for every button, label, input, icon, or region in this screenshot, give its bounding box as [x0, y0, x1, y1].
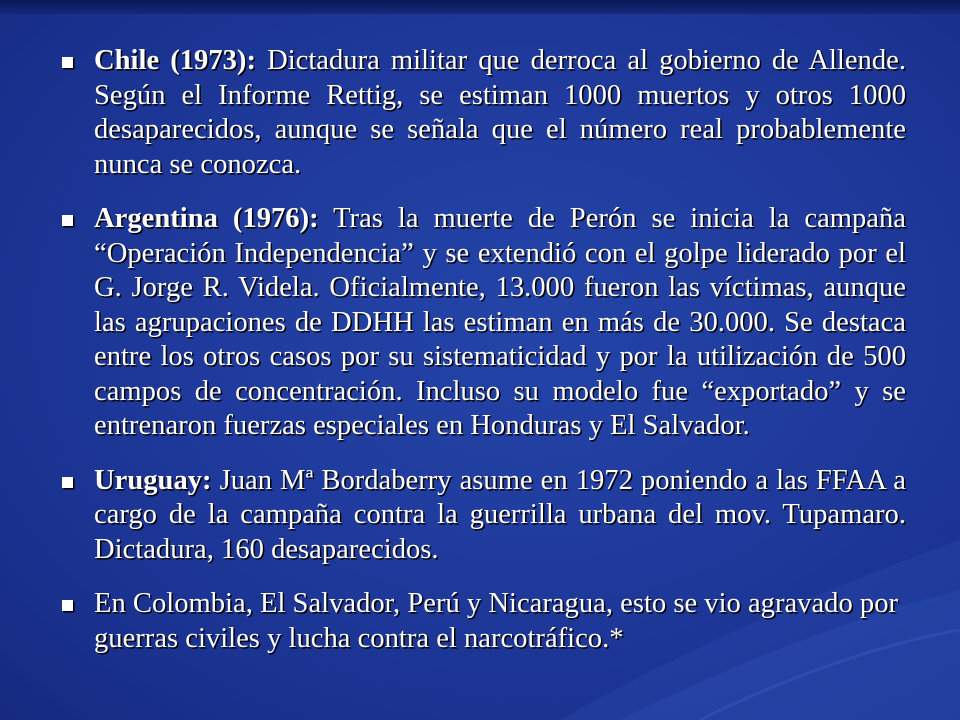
square-bullet-icon: [62, 57, 73, 68]
list-item-argentina: [58, 202, 906, 444]
item-lead: Uruguay:: [94, 464, 212, 496]
item-text: Tras la muerte de Perón se inicia la campaña “Operación Independencia” y se extendió con el golpe liderado por el G. Jorge R. Videla. Oficialmente, 13.000 fueron las víctimas, aunque las agrupaciones de DDHH las estiman en más de 30.000. Se destaca entre los otros casos por su sistematicidad y por la utilización de 500 campos de concentración. Incluso su modelo fue “exportado” y se entrenaron fuerzas especiales en Honduras y El Salvador.: [94, 203, 906, 441]
item-text: En Colombia, El Salvador, Perú y Nicaragua, esto se vio agravado por guerras civiles y lucha contra el narcotráfico.*: [94, 588, 899, 654]
bullet-list: [58, 44, 906, 676]
item-lead: Chile (1973):: [94, 45, 256, 76]
item-text: Juan Mª Bordaberry asume en 1972 poniendo a las FFAA a cargo de la campaña contra la guerrilla urbana del mov. Tupamaro. Dictadura, 160 desaparecidos.: [94, 464, 906, 565]
top-band: [0, 0, 960, 14]
square-bullet-icon: [62, 477, 73, 488]
item-lead: Argentina (1976):: [94, 203, 319, 234]
list-item-others: [58, 587, 906, 656]
square-bullet-icon: [62, 215, 73, 226]
item-text: Dictadura militar que derroca al gobierno de Allende. Según el Informe Rettig, se estiman 1000 muertos y otros 1000 desaparecidos, aunque se señala que el número real probablemente nunca se conozca.: [94, 45, 906, 180]
square-bullet-icon: [62, 600, 73, 611]
list-item-chile: [58, 44, 906, 182]
list-item-uruguay: [58, 464, 906, 568]
